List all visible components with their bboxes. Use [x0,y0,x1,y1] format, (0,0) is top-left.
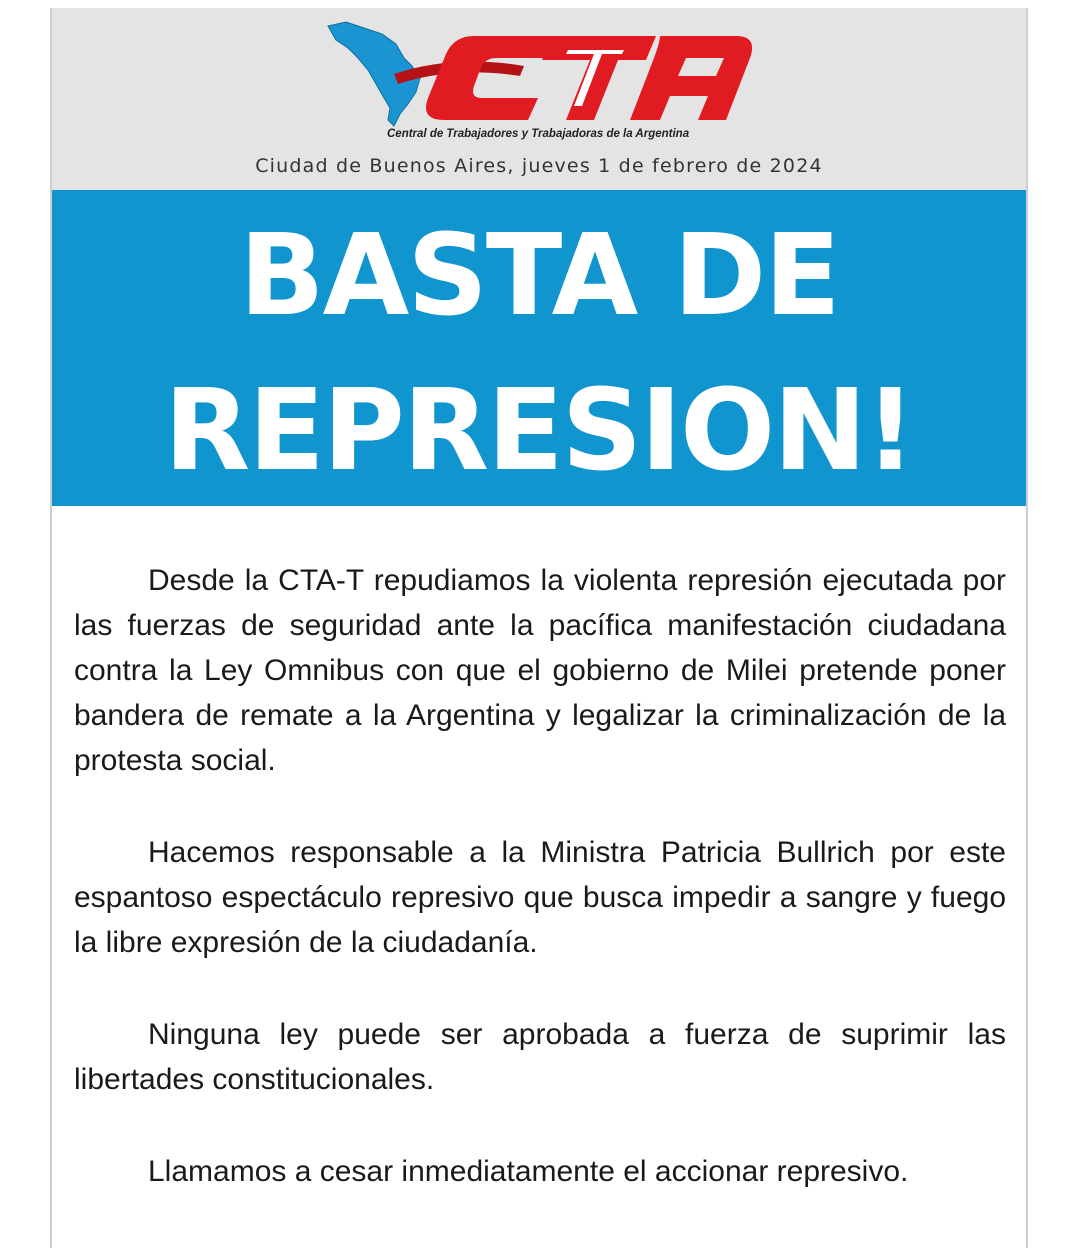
headline-line-1: BASTA DE [239,211,839,341]
headline-banner [52,190,1026,506]
headline-line-2: REPRESION! [164,366,914,496]
paragraph: Desde la CTA-T repudiamos la violenta represión ejecutada por las fuerzas de seguridad ante la pacífica manifestación ciudadana contra la Ley Omnibus con que el gobierno de Milei pretende poner bandera de remate a la Argentina y legalizar la criminalización de la protesta social. [74,564,1006,777]
paragraph: Llamamos a cesar inmediatamente el accionar represivo. [148,1155,909,1188]
dateline: Ciudad de Buenos Aires, jueves 1 de febrero de 2024 [255,155,823,177]
paragraph: Hacemos responsable a la Ministra Patricia Bullrich por este espantoso espectáculo represivo que busca impedir a sangre y fuego la libre expresión de la ciudadanía. [74,836,1006,959]
statement-sheet [50,8,1028,1248]
paragraph: Ninguna ley puede ser aprobada a fuerza de suprimir las libertades constitucionales. [74,1018,1006,1096]
cta-logo [324,14,764,132]
organization-name: Central de Trabajadores y Trabajadoras de la Argentina [387,128,690,140]
statement-body [74,558,1006,1241]
masthead [52,8,1026,190]
